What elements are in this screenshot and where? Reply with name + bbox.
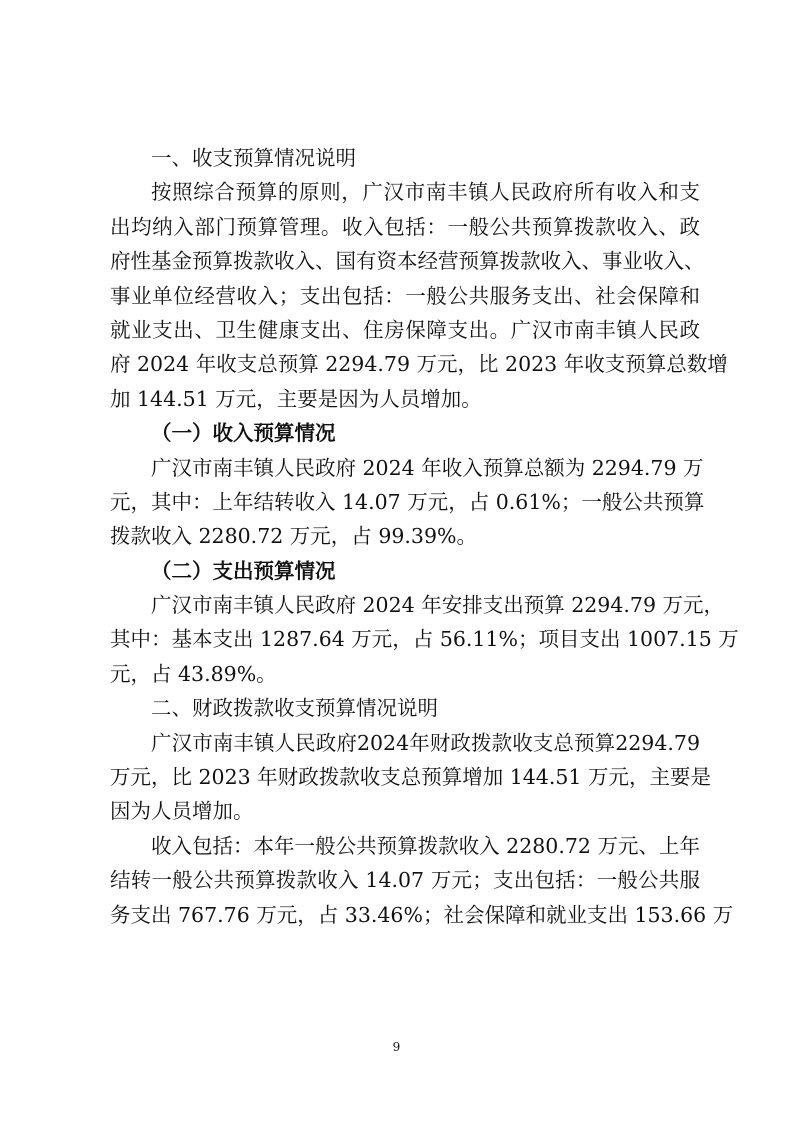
page-number: 9 — [392, 1040, 401, 1054]
subsection-heading-expenditure: （二）支出预算情况 — [151, 558, 336, 583]
subsection-heading-income: （一）收入预算情况 — [151, 421, 336, 446]
paragraph-line: 其中：基本支出 1287.64 万元，占 56.11%；项目支出 1007.15 万 — [110, 627, 739, 652]
section-heading-fiscal-appropriation: 二、财政拨款收支预算情况说明 — [151, 696, 438, 721]
paragraph-line: 拨款收入 2280.72 万元，占 99.39%。 — [110, 524, 477, 549]
paragraph-line: 务支出 767.76 万元，占 33.46%；社会保障和就业支出 153.66 万 — [110, 902, 734, 927]
paragraph-line: 因为人员增加。 — [110, 799, 254, 824]
document-body — [110, 141, 739, 932]
paragraph-line: 广汉市南丰镇人民政府 2024 年安排支出预算 2294.79 万元， — [151, 593, 725, 618]
paragraph-line: 结转一般公共预算拨款收入 14.07 万元；支出包括：一般公共服 — [110, 868, 700, 893]
paragraph-line: 府性基金预算拨款收入、国有资本经营预算拨款收入、事业收入、 — [110, 249, 705, 274]
paragraph-line: 出均纳入部门预算管理。收入包括：一般公共预算拨款收入、政 — [110, 214, 700, 239]
paragraph-line: 元，占 43.89%。 — [110, 661, 277, 686]
paragraph-line: 按照综合预算的原则，广汉市南丰镇人民政府所有收入和支 — [151, 180, 700, 205]
paragraph-line: 加 144.51 万元，主要是因为人员增加。 — [110, 386, 482, 411]
section-heading-budget-overview: 一、收支预算情况说明 — [151, 146, 356, 170]
paragraph-line: 元，其中：上年结转收入 14.07 万元，占 0.61%；一般公共预算 — [110, 489, 705, 514]
paragraph-line: 广汉市南丰镇人民政府2024年财政拨款收支总预算2294.79 — [151, 730, 700, 755]
paragraph-line: 收入包括：本年一般公共预算拨款收入 2280.72 万元、上年 — [151, 833, 700, 858]
paragraph-line: 就业支出、卫生健康支出、住房保障支出。广汉市南丰镇人民政 — [110, 317, 700, 342]
paragraph-line: 广汉市南丰镇人民政府 2024 年收入预算总额为 2294.79 万 — [151, 455, 704, 480]
paragraph-line: 万元，比 2023 年财政拨款收支总预算增加 144.51 万元，主要是 — [110, 765, 711, 790]
paragraph-line: 府 2024 年收支总预算 2294.79 万元，比 2023 年收支预算总数增 — [110, 352, 728, 377]
paragraph-line: 事业单位经营收入；支出包括：一般公共服务支出、社会保障和 — [110, 283, 700, 308]
